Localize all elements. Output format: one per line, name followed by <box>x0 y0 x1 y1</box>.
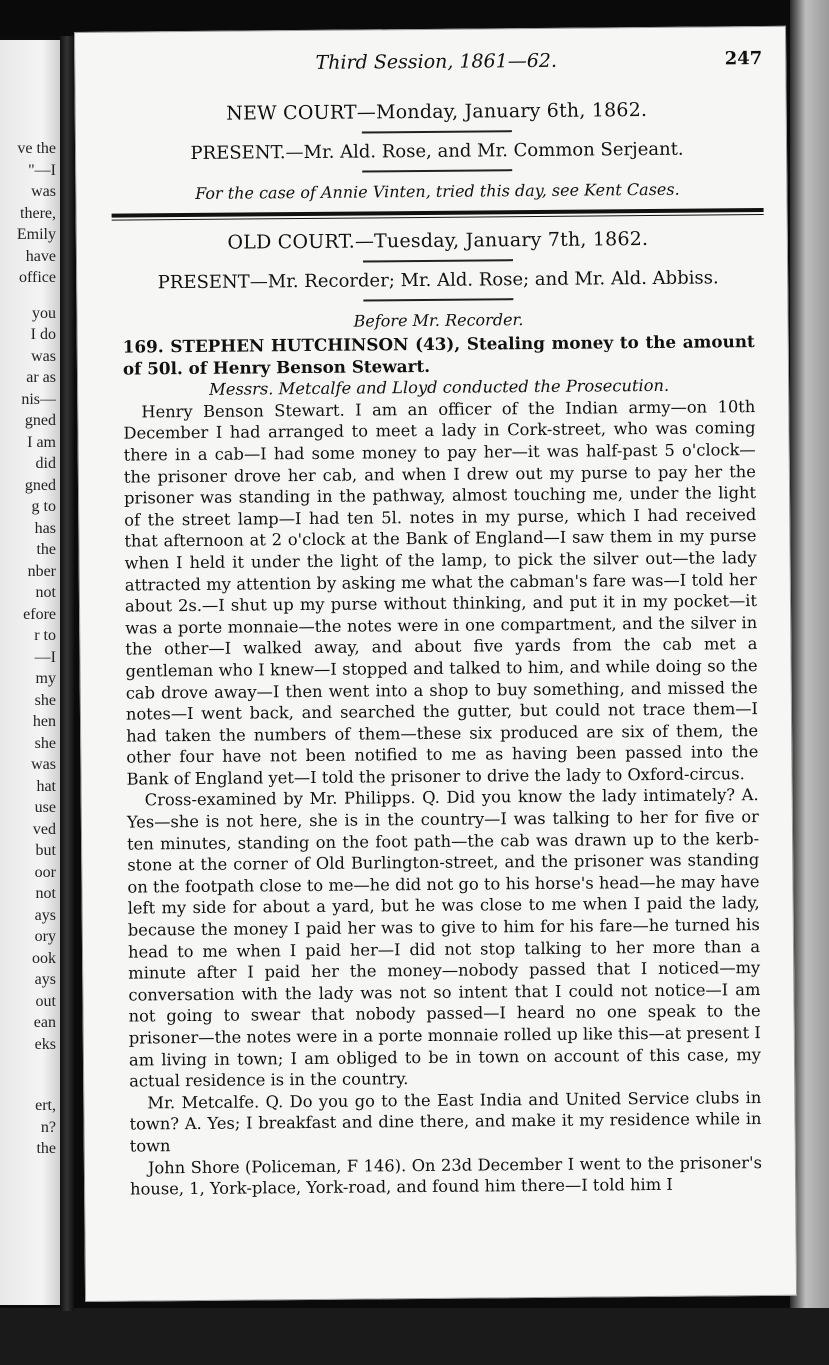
running-title: Third Session, 1861—62. <box>315 49 558 74</box>
facing-page-fragment: gned <box>24 476 56 494</box>
case-report <box>123 331 763 1200</box>
facing-page-fragment: nber <box>27 562 56 580</box>
facing-page-fragment: eks <box>34 1035 56 1053</box>
counsel-line: Messrs. Metcalfe and Lloyd conducted the Prosecution. <box>209 376 670 400</box>
facing-page-fragment: she <box>34 691 56 709</box>
divider <box>362 130 512 133</box>
facing-page-fragment: ook <box>32 949 56 967</box>
new-court-present: PRESENT.—Mr. Ald. Rose, and Mr. Common Serjeant. <box>190 138 684 164</box>
facing-page-fragment: did <box>35 455 56 472</box>
facing-page-fragment: use <box>34 799 56 816</box>
book-page <box>74 26 797 1302</box>
book-spine <box>60 36 74 1311</box>
facing-page-fragment: has <box>34 519 56 537</box>
facing-page-fragment: "—I <box>28 161 56 179</box>
presiding-judge-line: Before Mr. Recorder. <box>353 310 524 331</box>
facing-page-fragment: gned <box>24 412 56 429</box>
facing-page-fragment: ean <box>33 1014 56 1031</box>
facing-page-fragment: hen <box>32 713 56 730</box>
new-court-heading: NEW COURT—Monday, January 6th, 1862. <box>226 99 648 125</box>
running-header <box>120 47 763 88</box>
facing-page <box>0 40 60 1305</box>
facing-page-fragment: g to <box>31 498 56 515</box>
page-content <box>120 48 762 1200</box>
facing-page-fragment: oor <box>34 863 56 881</box>
facing-page-fragment: ays <box>34 906 56 924</box>
cross-reference-note: For the case of Annie Vinten, tried this day, see Kent Cases. <box>195 179 680 203</box>
facing-page-fragment: I am <box>27 433 56 451</box>
page-number: 247 <box>724 47 763 70</box>
facing-page-fragment: ar as <box>26 369 56 386</box>
facing-page-fragment: not <box>35 584 56 601</box>
facing-page-fragment: ays <box>34 971 56 988</box>
facing-page-fragment: office <box>18 269 56 286</box>
facing-page-fragment: there, <box>20 204 56 222</box>
testimony-paragraph: John Shore (Policeman, F 146). On 23d December I went to the prisoner's house, 1, York-place, York-road, and found him there—I told him I <box>130 1152 762 1199</box>
testimony-paragraph: Mr. Metcalfe. Q. Do you go to the East India and United Service clubs in town? A. Yes; I breakfast and dine there, and make it my residence while in town <box>129 1087 762 1156</box>
facing-page-fragment: was <box>31 347 56 365</box>
facing-page-fragment: efore <box>23 605 56 623</box>
facing-page-fragment: out <box>35 992 56 1010</box>
facing-page-fragment: was <box>31 756 56 773</box>
facing-page-fragment: hat <box>36 777 56 795</box>
divider <box>362 169 512 172</box>
facing-page-fragment: not <box>35 885 56 902</box>
facing-page-fragment: n? <box>40 1118 56 1136</box>
divider <box>363 298 513 301</box>
facing-page-fragment: ory <box>34 928 56 945</box>
scan-bottom-border <box>0 1308 829 1365</box>
facing-page-fragment: you <box>32 304 56 322</box>
facing-page-fragment: r to <box>34 627 56 644</box>
case-heading: 169. STEPHEN HUTCHINSON (43), Stealing money to the amount of 50l. of Henry Benson Stewart. <box>122 331 755 379</box>
facing-page-fragment: ved <box>32 820 56 838</box>
facing-page-fragment: was <box>31 183 56 200</box>
testimony-paragraph: Cross-examined by Mr. Philipps. Q. Did you know the lady intimately? A. Yes—she is not here, she is in the country—I was talking to her for five or ten minutes, standing on the foot path—the cab was drawn up to the kerb-stone at the corner of Old Burlington-street, and the prisoner was standing on the footpath close to me—he did not go to his horse's head—he may have left my side for about a yard, but he was close to me when I paid the lady, because the money I paid her was to give to him for his fare—he turned his head to me when I paid her—I did not stop talking to her more than a minute after I paid her the money—nobody passed that I noticed—my conversation with the lady was not so intent that I could not notice—I am not going to swear that nobody passed—I heard no one speak to the prisoner—the notes were in a porte monnaie rolled up like this—at present I am living in town; I am obliged to be in town on account of this case, my actual residence is in the country. <box>126 785 762 1091</box>
facing-page-fragment: ve the <box>17 140 56 157</box>
facing-page-fragment: I do <box>30 326 56 343</box>
old-court-heading: OLD COURT.—Tuesday, January 7th, 1862. <box>227 227 649 254</box>
facing-page-fragment: —I <box>34 648 56 666</box>
facing-page-fragment: the <box>36 1140 56 1157</box>
facing-page-fragment: my <box>35 670 56 687</box>
facing-page-fragment: Emily <box>16 226 56 243</box>
facing-page-fragment: but <box>35 842 56 859</box>
facing-page-fragment: she <box>34 734 56 752</box>
facing-page-fragment: the <box>36 541 56 558</box>
facing-page-fragment: ert, <box>35 1097 56 1114</box>
old-court-present: PRESENT—Mr. Recorder; Mr. Ald. Rose; and Mr. Ald. Abbiss. <box>157 267 719 294</box>
facing-page-fragment: nis— <box>21 390 56 408</box>
facing-page-fragment: have <box>25 247 56 265</box>
divider <box>363 259 513 262</box>
testimony-paragraph: Henry Benson Stewart. I am an officer of the Indian army—on 10th December I had arranged to meet a lady in Cork-street, who was coming there in a cab—I had some money to pay her—it was half-past 5 o'clock—the prisoner drove her cab, and when I drew out my purse to pay her the prisoner was standing in the pathway, almost touching me, under the light of the street lamp—I had ten 5l. notes in my purse, which I had received that afternoon at 2 o'clock at the Bank of England—I saw them in my purse when I held it under the light of the lamp, to pick the silver out—the lady attracted my attention by asking me what the cabman's fare was—I told her about 2s.—I shut up my purse without thinking, and put it in my pocket—it was a porte monnaie—the notes were in one compartment, and the silver in the other—I walked away, and about five yards from the cab met a gentleman who I knew—I stopped and talked to him, and while doing so the cab drove away—I then went into a shop to buy something, and missed the notes—I went back, and searched the gutter, but could not trace them—I had taken the numbers of them—these six produced are six of them, the other four have not been notified to me as having been passed into the Bank of England yet—I told the prisoner to drive the lady to Oxford-circus. <box>123 396 759 789</box>
